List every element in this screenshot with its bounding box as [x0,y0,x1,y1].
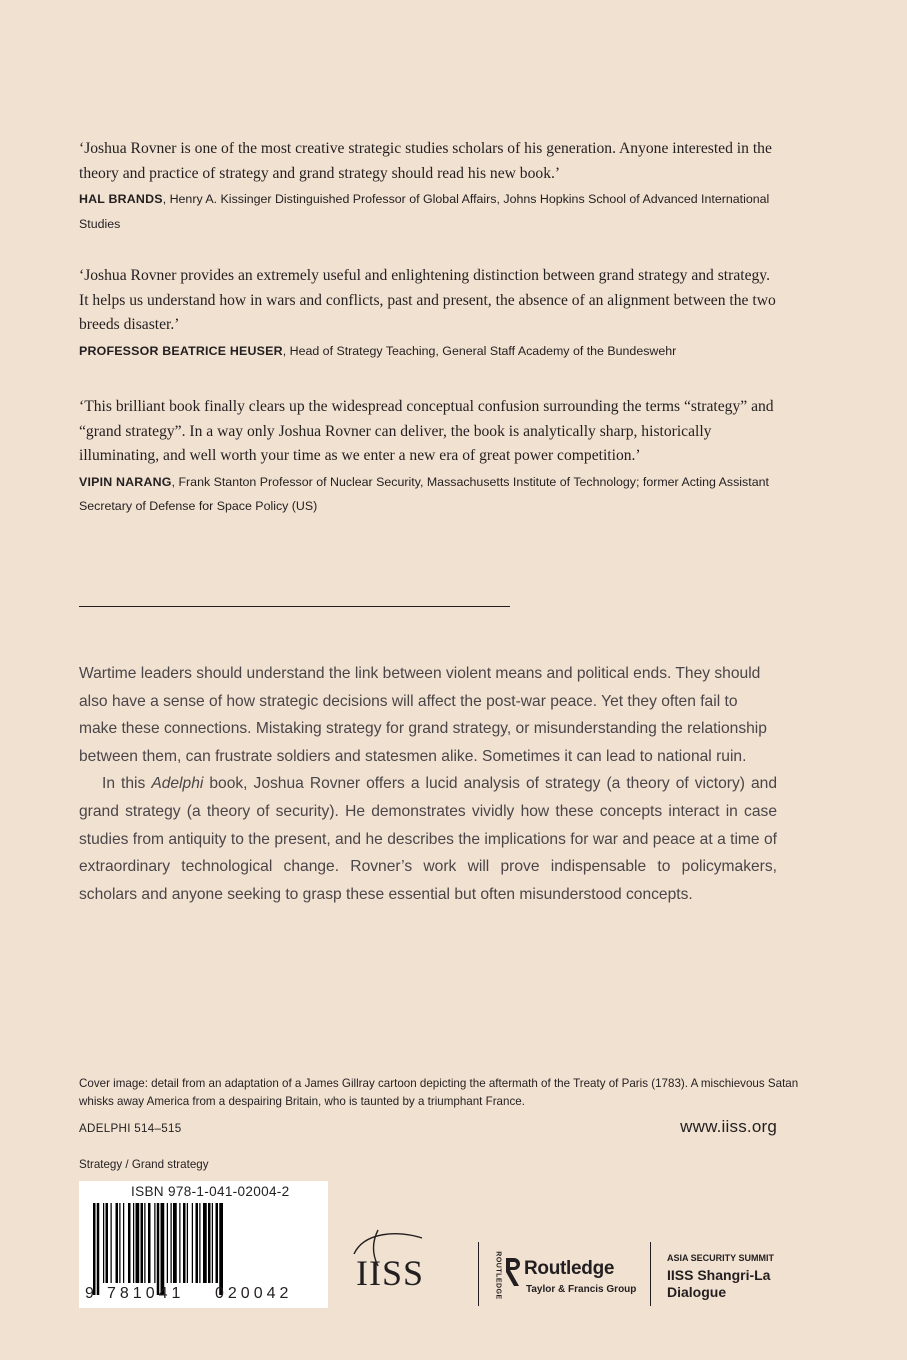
routledge-vertical-text: ROUTLEDGE [494,1251,502,1300]
endorsement-attribution [79,470,779,519]
barcode-bar [148,1203,151,1283]
barcode-bar [128,1203,131,1283]
website-url: www.iiss.org [680,1117,777,1136]
description-paragraph-1: Wartime leaders should understand the link between violent means and political ends. They should also have a sense of how strategic decisions will affect the post-war peace. Yet they often fail to make these connections. Mistaking strategy for grand strategy, or misunderstanding the relationship between them, can frustrate soldiers and statesmen alike. Sometimes it can lead to national ruin. [79,665,767,765]
endorsement-1 [79,137,779,236]
book-description [79,660,777,908]
barcode-bar [171,1203,172,1283]
endorsement-attribution [79,187,779,236]
logo-divider [650,1242,651,1306]
shangri-la-logo-text [667,1267,770,1301]
barcode-bar [212,1203,213,1283]
barcode-bar [192,1203,193,1283]
shangri-la-line-2: Dialogue [667,1284,727,1300]
barcode-bar [167,1203,168,1283]
barcode-bar [219,1203,223,1295]
isbn-label: ISBN 978-1-041-02004-2 [131,1184,290,1199]
endorsement-quote: ‘Joshua Rovner provides an extremely useful and enlightening distinction between grand strategy and strategy. It helps us understand how in wars and conflicts, past and present, the absence of an alignment between the two breeds disaster.’ [79,267,776,333]
barcode-digits-left: 781041 [107,1285,185,1302]
cover-image-credit: Cover image: detail from an adaptation of a James Gillray cartoon depicting the aftermath of the Treaty of Paris (1783). A mischievous Satan whisks away America from a despairing Britain, who is taunted by a triumphant France. [79,1077,799,1108]
barcode-bar [208,1203,211,1283]
endorser-name: VIPIN NARANG [79,474,172,489]
endorser-title: , Head of Strategy Teaching, General Staff Academy of the Bundeswehr [282,343,677,358]
barcode-bar [173,1203,177,1283]
barcode-bar [161,1203,165,1295]
iiss-logo-text: IISS [356,1253,425,1293]
shangri-la-line-1: IISS Shangri-La [667,1267,771,1283]
barcode-bar [116,1203,119,1283]
section-divider [79,606,510,607]
series-name-italic: Adelphi [151,775,204,793]
barcode-bar [196,1203,199,1283]
barcode-bar [216,1203,219,1283]
barcode-bar [179,1203,180,1283]
barcode-bar [106,1203,109,1283]
barcode-digit-first: 9 [85,1285,94,1302]
publisher-logos [350,1228,790,1308]
endorser-name: PROFESSOR BEATRICE HEUSER [79,343,283,358]
barcode-bar [203,1203,207,1283]
summit-label: ASIA SECURITY SUMMIT [667,1253,775,1263]
routledge-r-icon [504,1256,522,1288]
barcode-bar [154,1203,155,1283]
barcode-digits-right: 020042 [215,1285,293,1302]
barcode-bar [103,1203,104,1283]
endorsement-attribution [79,339,779,364]
description-text: book, Joshua Rovner offers a lucid analysis of strategy (a theory of victory) and grand strategy (a theory of security). He demonstrates vividly how these concepts interact in case studies from antiquity to the present, and he describes the implications for war and peace at a time of extraordinary technological change. Rovner’s work will prove indispensable to policymakers, scholars and anyone seeking to grasp these essential but often misunderstood concepts. [79,775,777,903]
barcode-bar [183,1203,186,1283]
barcode-bar [157,1203,160,1295]
isbn-barcode [79,1181,328,1308]
barcode-bar [93,1203,96,1295]
endorsement-2 [79,264,779,363]
routledge-logo-text: Routledge [524,1258,615,1279]
endorser-title: , Henry A. Kissinger Distinguished Professor of Global Affairs, Johns Hopkins School of Advanced International Studies [79,192,770,231]
description-text: In this [102,775,152,793]
barcode-bar [144,1203,145,1283]
barcode-bar [141,1203,144,1283]
barcode-bar [136,1203,140,1283]
series-number: ADELPHI 514–515 [79,1122,182,1135]
endorser-title: , Frank Stanton Professor of Nuclear Security, Massachusetts Institute of Technology; former Acting Assistant Secretary of Defense for Space Policy (US) [79,474,769,513]
routledge-subtitle: Taylor & Francis Group [526,1284,637,1295]
barcode-bar [111,1203,112,1283]
barcode-bar [119,1203,120,1283]
barcode-bar [187,1203,188,1283]
barcode-bar [97,1203,100,1295]
description-paragraph-2 [79,770,777,908]
barcode-bar [123,1203,124,1283]
subject-category: Strategy / Grand strategy [79,1158,209,1171]
endorsement-3 [79,395,779,519]
endorser-name: HAL BRANDS [79,192,163,206]
routledge-vertical-label [492,1250,504,1304]
endorsement-quote: ‘Joshua Rovner is one of the most creative strategic studies scholars of his generation. Anyone interested in the theory and practice of strategy and grand strategy should read his new book.’ [79,140,772,182]
logo-divider [478,1242,479,1306]
barcode-bar [133,1203,134,1283]
barcode-bar [199,1203,200,1283]
endorsement-quote: ‘This brilliant book finally clears up the widespread conceptual confusion surrounding the terms “strategy” and “grand strategy”. In a way only Joshua Rovner can deliver, the book is analytically sharp, historically illuminating, and well worth your time as we enter a new era of great power competition.’ [79,398,774,464]
